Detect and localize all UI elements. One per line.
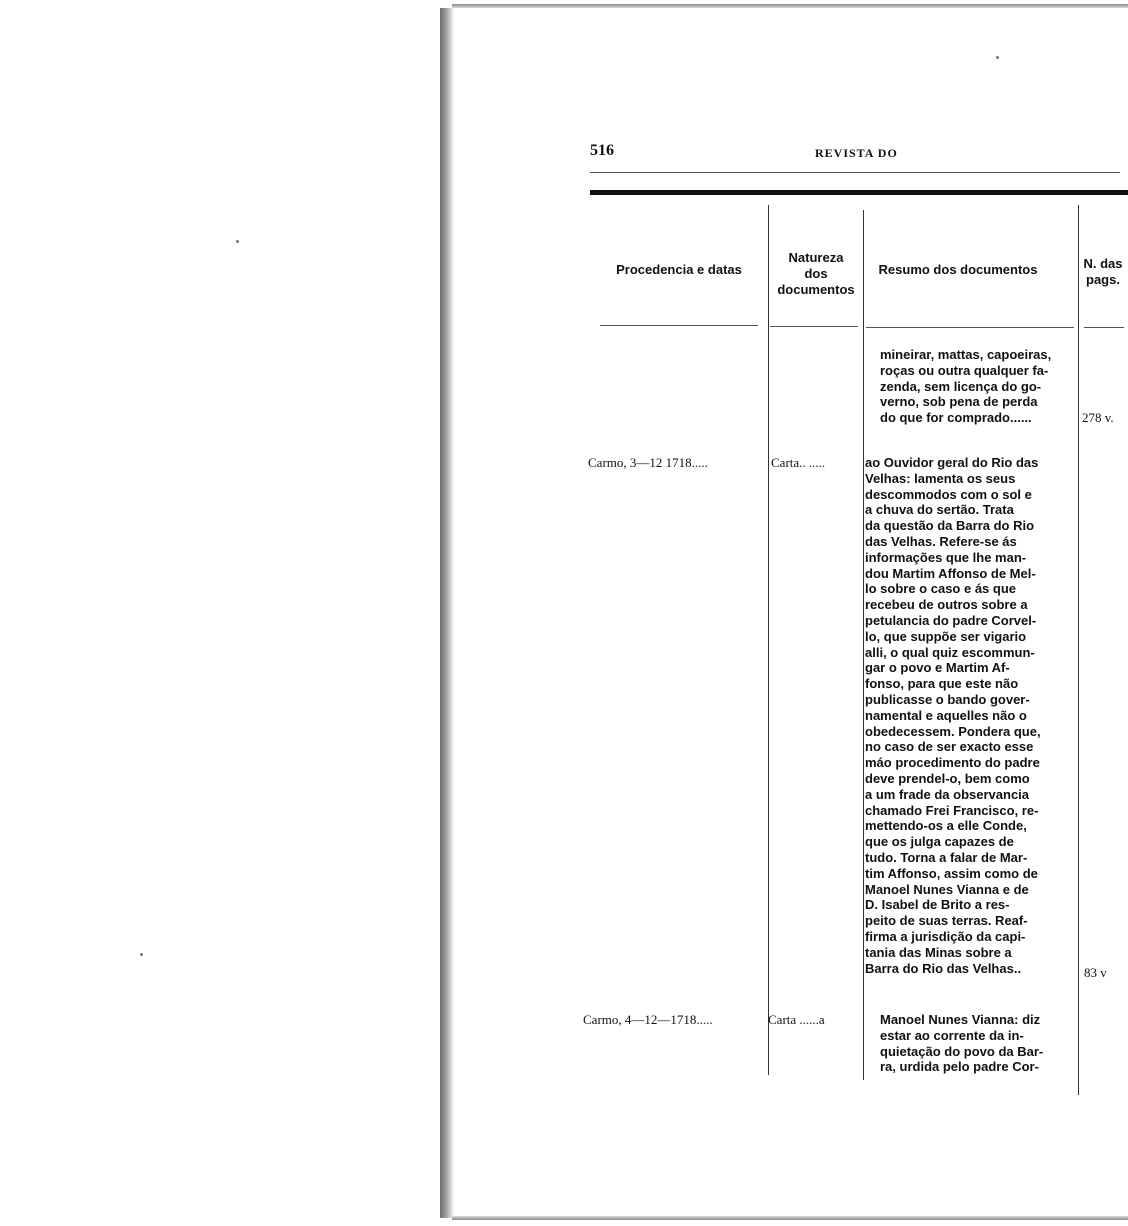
column-header-natureza: Natureza dos documentos — [777, 250, 855, 297]
scan-speck — [140, 953, 143, 956]
column-divider — [863, 210, 864, 1080]
header-rule — [590, 172, 1120, 173]
header-bottom-rule — [600, 325, 758, 326]
table-top-rule — [590, 190, 1128, 195]
header-bottom-rule — [1084, 327, 1124, 328]
table-row-nature: Carta ......a — [768, 1012, 825, 1027]
table-row-date: Carmo, 4—12—1718..... — [583, 1012, 713, 1027]
scan-speck — [996, 56, 999, 59]
table-row-nature: Carta.. ..... — [771, 455, 826, 470]
table-row-summary: mineirar, mattas, capoeiras, roças ou outra qualquer fa- zenda, sem licença do go- verno, sob pena de perda do que for comprado...... — [880, 347, 1052, 426]
table-row-summary: Manoel Nunes Vianna: diz estar ao corrente da in- quietação do povo da Bar- ra, urdida pelo padre Cor- — [880, 1012, 1044, 1075]
binding-edge — [440, 8, 454, 1218]
column-divider — [1078, 205, 1079, 1095]
table-row-summary: ao Ouvidor geral do Rio das Velhas: lamenta os seus descommodos com o sol e a chuva do sertão. Trata da questão da Barra do Rio das Velhas. Refere-se ás informações que lhe man- dou Martim Affonso de Mel- lo sobre o caso e ás que recebeu de outros sobre a petulancia do padre Corvel- lo, que suppõe ser vigario alli, o qual quiz escommun- gar o povo e Martim Af- fonso, para que este não publicasse o bando gover- namental e aquelles não o obedecessem. Pondera que, no caso de ser exacto esse máo procedimento do padre deve prendel-o, bem como a um frade da observancia chamado Frei Francisco, re- mettendo-os a elle Conde, que os julga capazes de tudo. Torna a falar de Mar- tim Affonso, assim como de Manoel Nunes Vianna e de D. Isabel de Brito a res- peito de suas terras. Reaf- firma a jurisdição da capi- tania das Minas sobre a Barra do Rio das Velhas.. — [865, 455, 1041, 976]
header-bottom-rule — [866, 327, 1074, 328]
table-row-date: Carmo, 3—12 1718..... — [588, 455, 708, 470]
page-bottom-edge — [452, 1216, 1128, 1220]
scan-speck — [236, 240, 239, 243]
table-row-pages: 278 v. — [1082, 410, 1114, 425]
column-header-procedencia: Procedencia e datas — [616, 262, 742, 277]
left-margin — [0, 0, 440, 1226]
column-header-resumo: Resumo dos documentos — [878, 262, 1038, 277]
column-divider — [768, 205, 769, 1075]
page-number: 516 — [590, 142, 614, 159]
header-bottom-rule — [770, 326, 858, 327]
column-header-pags: N. das pags. — [1083, 256, 1123, 287]
table-row-pages: 83 v — [1084, 965, 1107, 980]
running-title: REVISTA DO — [815, 146, 898, 160]
page-top-edge — [452, 4, 1128, 8]
